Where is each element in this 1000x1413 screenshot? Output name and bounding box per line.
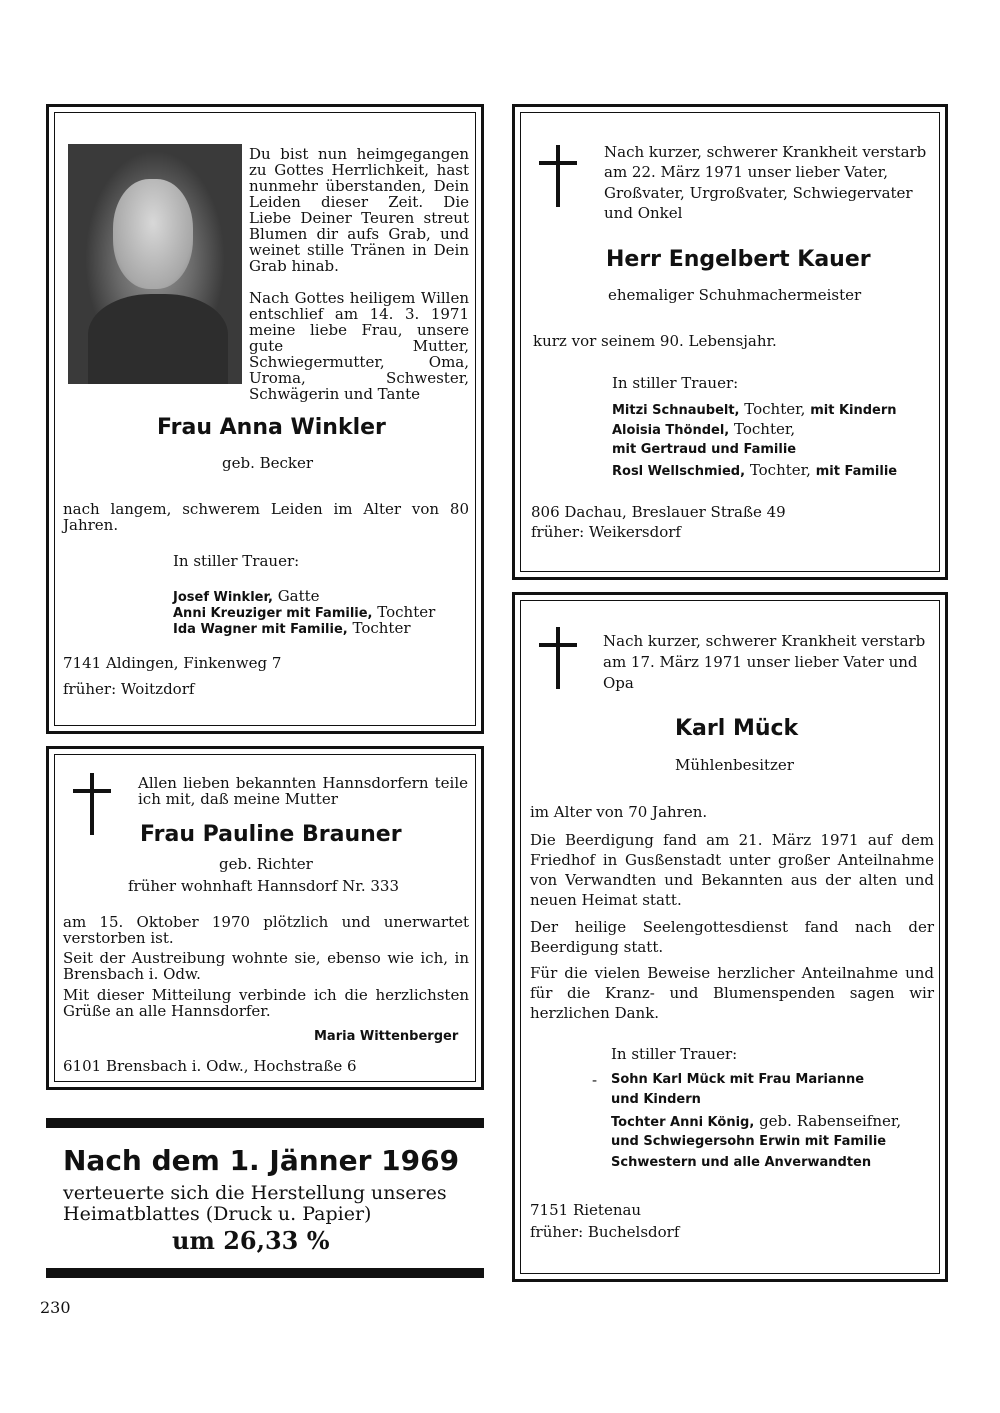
mueck-mourner: und Kindern (611, 1092, 701, 1107)
mourner-role: Tochter (377, 603, 436, 621)
winkler-age: nach langem, schwerem Leiden im Alter von 80 Jahren. (63, 500, 469, 534)
mourner-name: Mitzi Schnaubelt, (612, 403, 740, 418)
kauer-intro: und Onkel (604, 204, 683, 222)
winkler-former: früher: Woitzdorf (63, 680, 195, 698)
announcement-headline: Nach dem 1. Jänner 1969 (63, 1144, 460, 1177)
mueck-intro: Nach kurzer, schwerer Krankheit verstarb (603, 632, 926, 650)
mueck-mourning-label: In stiller Trauer: (611, 1045, 738, 1063)
mueck-dash: - (592, 1071, 598, 1089)
kauer-mourning-label: In stiller Trauer: (612, 374, 739, 392)
kauer-intro: am 22. März 1971 unser lieber Vater, (604, 163, 888, 181)
bottom-rule (46, 1268, 484, 1278)
mueck-mourner: Schwestern und alle Anverwandten (611, 1155, 872, 1170)
kauer-intro: Nach kurzer, schwerer Krankheit verstarb (604, 143, 927, 161)
mourner-suffix: mit Kindern (810, 403, 897, 418)
winkler-address: 7141 Aldingen, Finkenweg 7 (63, 654, 282, 672)
mueck-occupation: Mühlenbesitzer (675, 756, 794, 774)
brauner-intro: Allen lieben bekannten Hannsdorfern teile ich mit, daß meine Mutter (138, 774, 468, 808)
mueck-mourner: und Schwiegersohn Erwin mit Familie (611, 1134, 887, 1149)
brauner-paragraph: Mit dieser Mitteilung verbinde ich die herzlichsten Grüße an alle Hannsdorfer. (63, 986, 469, 1020)
brauner-paragraph: am 15. Oktober 1970 plötzlich und unerwartet verstorben ist. (63, 913, 469, 947)
mourner-name: Aloisia Thöndel, (612, 423, 730, 438)
top-rule (46, 1118, 484, 1128)
mourner-role: Tochter, (744, 400, 806, 418)
mueck-paragraph: Die Beerdigung fand am 21. März 1971 auf dem Friedhof in Gusßenstadt unter großer Anteilnahme von Verwandten und Bekannten aus der alten und neuen Heimat statt. (530, 831, 934, 909)
mourner-role: Tochter (352, 619, 411, 637)
brauner-residence: früher wohnhaft Hannsdorf Nr. 333 (128, 877, 399, 895)
kauer-mourner: mit Gertraud und Familie (612, 442, 797, 457)
mourner-rest: geb. Rabenseifner, (759, 1112, 902, 1130)
kauer-intro: Großvater, Urgroßvater, Schwiegervater (604, 184, 913, 202)
kauer-occupation: ehemaliger Schuhmachermeister (608, 286, 862, 304)
page-number: 230 (40, 1298, 71, 1317)
mourner-suffix: mit Familie (815, 464, 898, 479)
mueck-paragraph: Der heilige Seelengottesdienst fand nach der Beerdigung statt. (530, 918, 934, 956)
brauner-signature: Maria Wittenberger (314, 1029, 459, 1044)
announcement-increase: um 26,33 % (172, 1226, 330, 1255)
mourner-role: Tochter, (734, 420, 796, 438)
winkler-name: Frau Anna Winkler (157, 415, 386, 440)
kauer-age: kurz vor seinem 90. Lebensjahr. (533, 332, 777, 350)
kauer-address: 806 Dachau, Breslauer Straße 49 (531, 503, 786, 521)
winkler-mourning-label: In stiller Trauer: (173, 552, 300, 570)
winkler-intro: Nach Gottes heiligem Willen entschlief am 14. 3. 1971 meine liebe Frau, unsere gute Mutter, Schwiegermutter, Oma, Uroma, Schwester, Schwägerin und Tante (249, 289, 469, 403)
announcement-line: Heimatblattes (Druck u. Papier) (63, 1203, 372, 1225)
brauner-name: Frau Pauline Brauner (140, 822, 402, 847)
mueck-intro: Opa (603, 674, 634, 692)
winkler-mourner (173, 620, 411, 638)
mueck-paragraph: Für die vielen Beweise herzlicher Anteilnahme und für die Kranz- und Blumenspenden sagen wir herzlichen Dank. (530, 964, 934, 1022)
brauner-address: 6101 Brensbach i. Odw., Hochstraße 6 (63, 1057, 357, 1075)
winkler-birth-name: geb. Becker (222, 454, 314, 472)
brauner-birth-name: geb. Richter (219, 855, 313, 873)
portrait-photo (68, 144, 242, 384)
mourner-name: Anni Kreuziger mit Familie, (173, 606, 373, 621)
mueck-name: Karl Mück (675, 716, 799, 741)
mueck-mourner (611, 1113, 901, 1131)
mueck-mourner: Sohn Karl Mück mit Frau Marianne (611, 1072, 865, 1087)
mourner-name: Josef Winkler, (173, 590, 273, 605)
mueck-former: früher: Buchelsdorf (530, 1223, 680, 1241)
mourner-name: Rosl Wellschmied, (612, 464, 746, 479)
announcement-line: verteuerte sich die Herstellung unseres (63, 1182, 447, 1204)
mueck-intro: am 17. März 1971 unser lieber Vater und (603, 653, 918, 671)
mourner-name: Tochter Anni König, (611, 1115, 755, 1130)
mourner-role: Gatte (277, 587, 320, 605)
kauer-mourner (612, 421, 795, 439)
winkler-poem: Du bist nun heimgegangen zu Gottes Herrlichkeit, hast nunmehr überstanden, Dein Leiden dieser Zeit. Die Liebe Deiner Teuren streut Blumen dir aufs Grab, und weinet stille Tränen in Dein Grab hinab. (249, 145, 469, 275)
mourner-role: Tochter, (749, 461, 811, 479)
brauner-paragraph: Seit der Austreibung wohnte sie, ebenso wie ich, in Brensbach i. Odw. (63, 949, 469, 983)
kauer-former: früher: Weikersdorf (531, 523, 681, 541)
kauer-name: Herr Engelbert Kauer (606, 247, 871, 272)
mueck-age: im Alter von 70 Jahren. (530, 803, 708, 821)
kauer-mourner (612, 401, 897, 419)
mourner-name: Ida Wagner mit Familie, (173, 622, 348, 637)
kauer-mourner (612, 462, 897, 480)
mueck-address: 7151 Rietenau (530, 1201, 642, 1219)
